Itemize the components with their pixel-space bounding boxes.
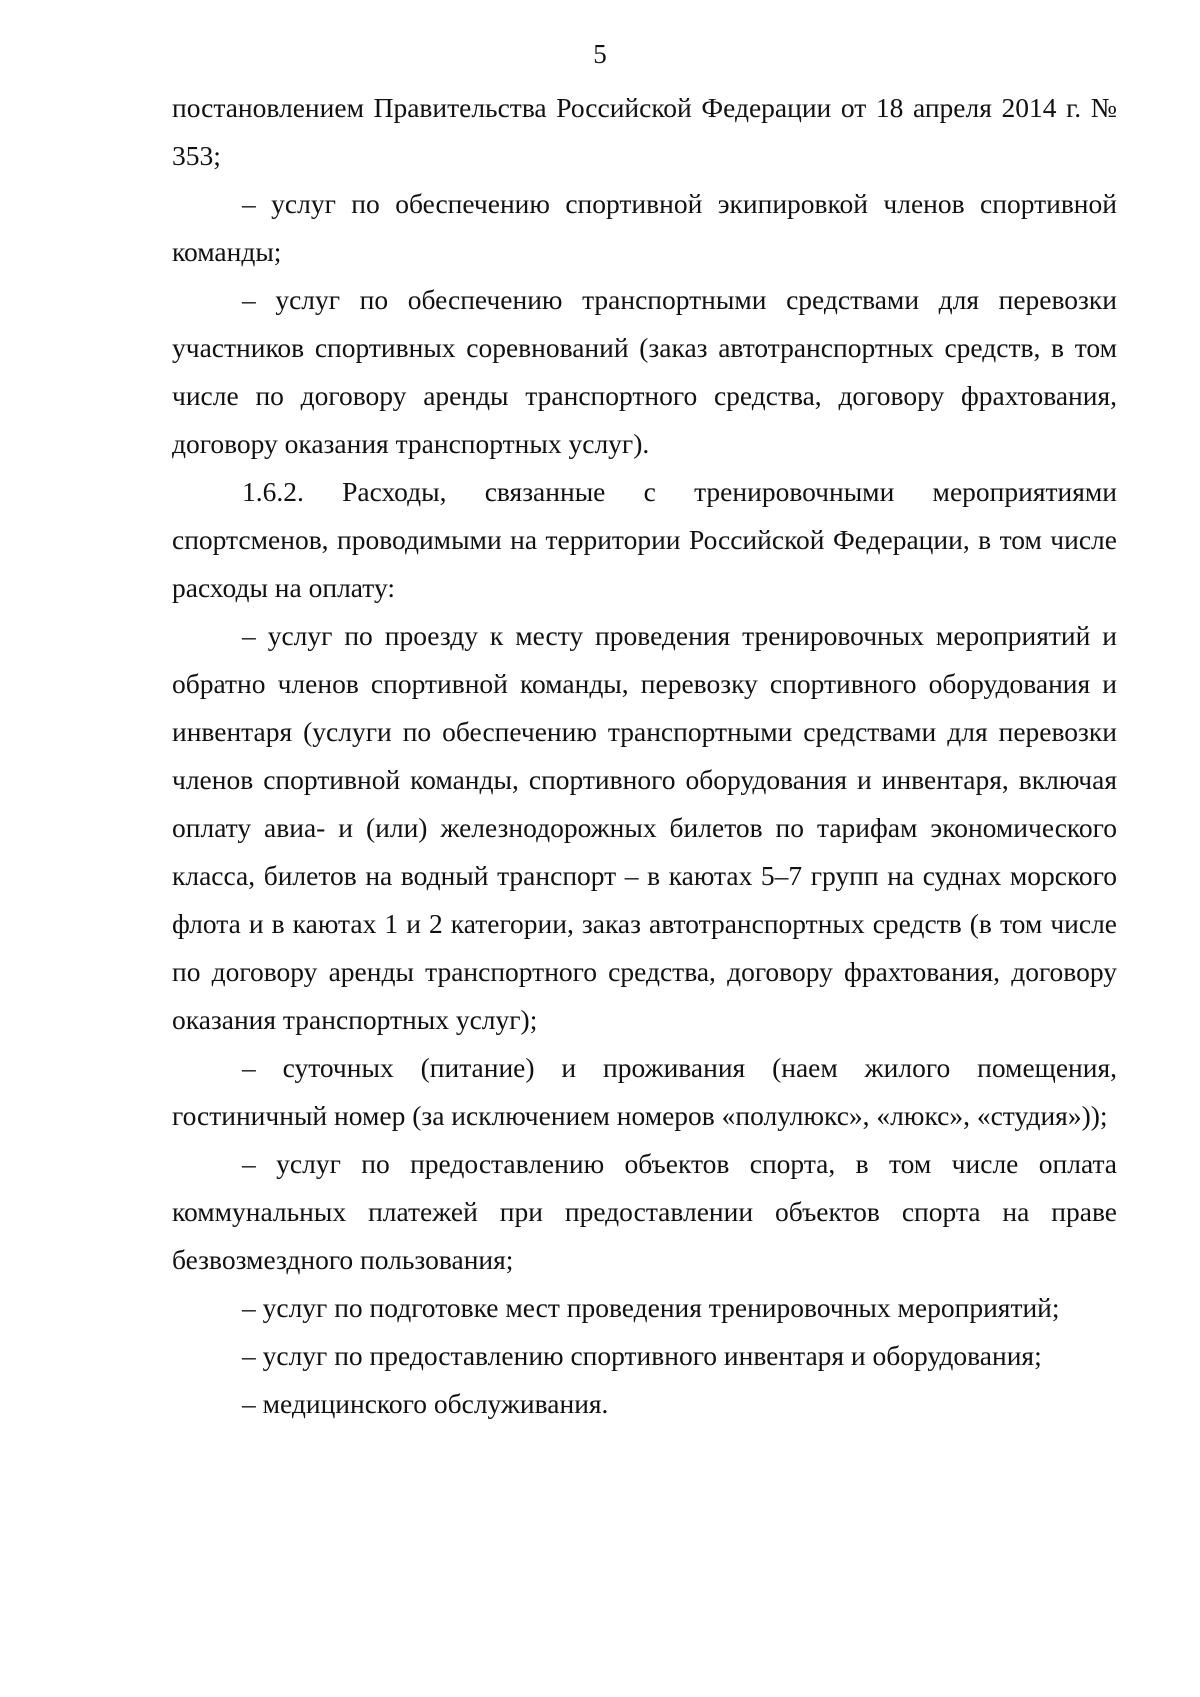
list-item-sports-facilities: – услуг по предоставлению объектов спорта, в том числе оплата коммунальных платежей при предоставлении объектов спорта на праве безвозмездного пользования; <box>172 1148 1117 1275</box>
list-item-sports-equipment: – услуг по обеспечению спортивной экипировкой членов спортивной команды; <box>172 188 1117 267</box>
page-number: 5 <box>593 39 607 69</box>
list-item-inventory: – услуг по предоставлению спортивного инвентаря и оборудования; <box>242 1340 1042 1371</box>
list-item-daily-allowance: – суточных (питание) и проживания (наем жилого помещения, гостиничный номер (за исключением номеров «полулюкс», «люкс», «студия»)); <box>172 1052 1117 1131</box>
document-body <box>172 84 1117 1428</box>
section-1-6-2: 1.6.2. Расходы, связанные с тренировочными мероприятиями спортсменов, проводимыми на территории Российской Федерации, в том числе расходы на оплату: <box>172 476 1117 603</box>
paragraph-continuation: постановлением Правительства Российской Федерации от 18 апреля 2014 г. № 353; <box>172 92 1117 171</box>
list-item-travel-training: – услуг по проезду к месту проведения тренировочных мероприятий и обратно членов спортивной команды, перевозку спортивного оборудования и инвентаря (услуги по обеспечению транспортными средствами для перевозки членов спортивной команды, спортивного оборудования и инвентаря, включая оплату авиа- и (или) железнодорожных билетов по тарифам экономического класса, билетов на водный транспорт – в каютах 5–7 групп на суднах морского флота и в каютах 1 и 2 категории, заказ автотранспортных средств (в том числе по договору аренды транспортного средства, договору фрахтования, договору оказания транспортных услуг); <box>172 620 1117 1035</box>
list-item-transport-competitions: – услуг по обеспечению транспортными средствами для перевозки участников спортивных соревнований (заказ автотранспортных средств, в том числе по договору аренды транспортного средства, договору фрахтования, договору оказания транспортных услуг). <box>172 284 1117 459</box>
list-item-medical: – медицинского обслуживания. <box>242 1388 609 1419</box>
list-item-venue-preparation: – услуг по подготовке мест проведения тренировочных мероприятий; <box>242 1292 1060 1323</box>
